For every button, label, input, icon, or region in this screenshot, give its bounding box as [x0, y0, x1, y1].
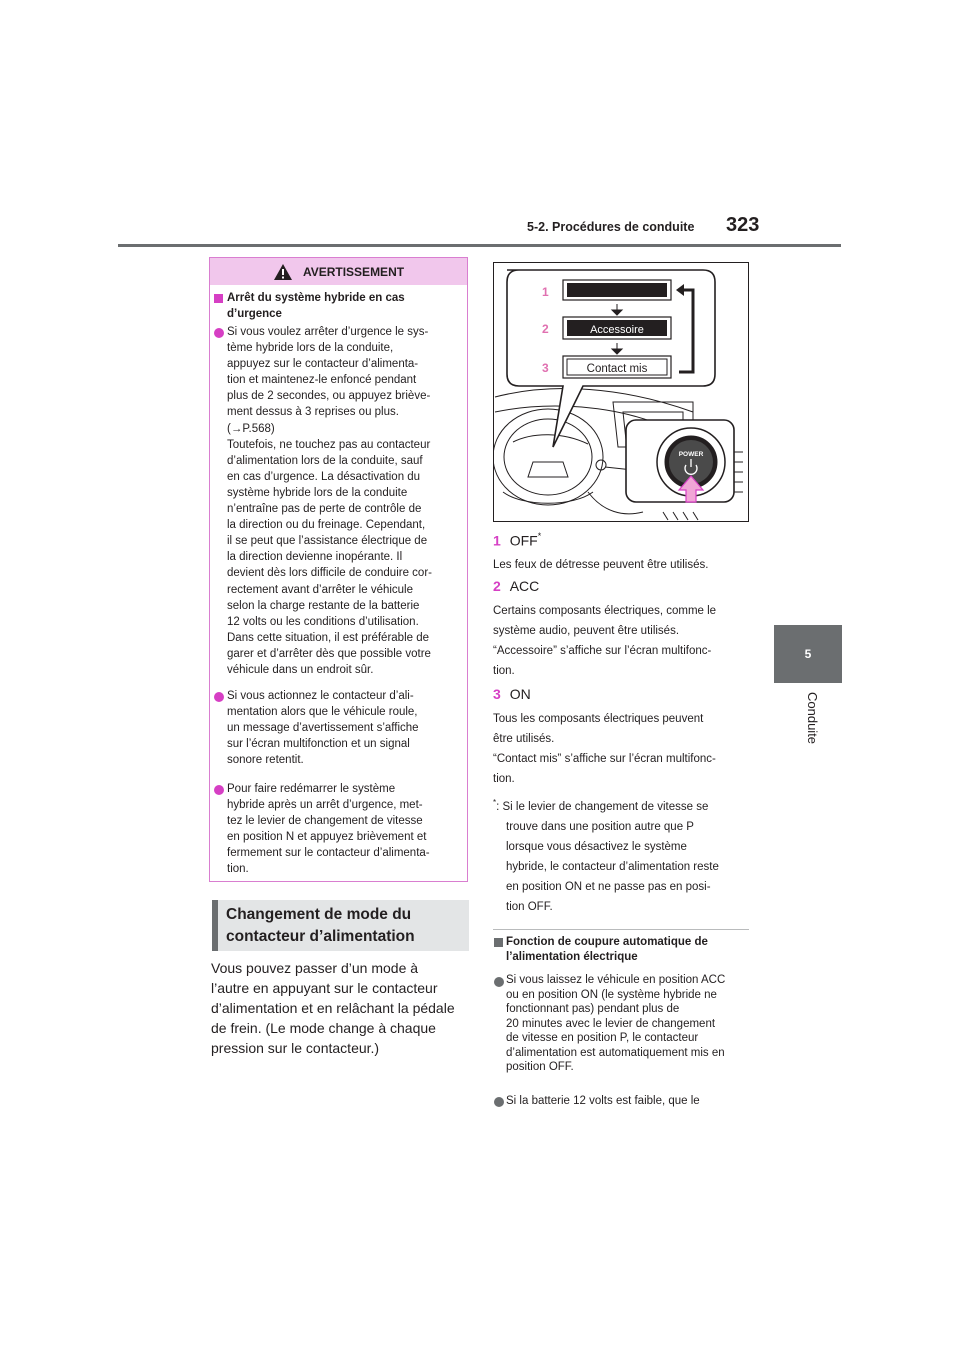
warning-box: [209, 257, 468, 882]
chapter-label: Conduite: [805, 692, 820, 745]
mode-number: 2: [493, 578, 501, 594]
page-number: 323: [726, 214, 760, 236]
warning-title: AVERTISSEMENT: [302, 264, 405, 279]
auto-off-paragraph-1: Si vous laissez le véhicule en position ACC ou en position ON (le système hybride ne fonctionnant pas) pendant plus de 20 minutes avec le levier de changement de vitesse en position P, le contacteur d’alimentation est automatiquement mis en position OFF.: [506, 974, 726, 1073]
figure-label-2: 2: [542, 322, 549, 336]
mode-description: Tous les composants électriques peuvent être utilisés. “Contact mis” s’affiche sur l’écran multifonc- tion.: [493, 713, 716, 785]
figure-label-3: 3: [542, 361, 549, 375]
chapter-tab[interactable]: [774, 625, 842, 683]
round-bullet-icon: [494, 1097, 504, 1107]
round-bullet-icon: [214, 328, 224, 338]
section-divider: [493, 929, 749, 930]
warning-paragraph-2: Si vous actionnez le contacteur d’ali- mentation alors que le véhicule roule, un message d’avertissement s’affiche sur l’écran multifonction et un signal sonore retentit.: [227, 690, 419, 767]
section-heading-text: Changement de mode du contacteur d’alimentation: [226, 906, 415, 945]
chapter-number: 5: [804, 647, 812, 661]
warning-header: [210, 258, 467, 285]
mode-label: ACC: [509, 578, 540, 594]
display-acc-text: Accessoire: [590, 324, 644, 336]
figure-label-1: 1: [542, 285, 549, 299]
mode-label: OFF: [509, 532, 538, 549]
mode-label: ON: [509, 686, 531, 702]
mode-number: 3: [493, 686, 501, 702]
display-on-text: Contact mis: [586, 363, 648, 375]
mode-1: 1 OFF* Les feux de détresse peuvent être utilisés.: [493, 531, 753, 575]
section-header: 5-2. Procédures de conduite: [527, 220, 695, 234]
warning-paragraph-1: Si vous voulez arrêter d’urgence le sys- tème hybride lors de la conduite, appuyez sur le contacteur d’alimenta- tion et maintenez-le enfoncé pendant plus de 2 secondes, ou appuyez briève- ment dessus à 3 reprises ou plus. (→P.568) Toutefois, ne touchez pas au contacteur d’alimentation lors de la conduite, sauf en cas d’urgence. La désactivation du système hybride lors de la conduite n’entraîne pas de perte de contrôle de la direction ou du freinage. Cependant, il se peut que l’assistance électrique de la direction devienne inopérante. Il devient dès lors difficile de conduire cor- rectement avant d’arrêter le véhicule selon la charge restante de la batterie 12 volts ou les conditions d’utilisation. Dans cette situation, il est préférable de garer et d’arrêter dès que possible votre véhicule dans un endroit sûr.: [227, 326, 432, 676]
section-heading-bar: [212, 900, 218, 951]
auto-off-paragraph-2: Si la batterie 12 volts est faible, que le: [506, 1095, 700, 1107]
section-heading: [212, 900, 469, 951]
warning-triangle-icon: [273, 263, 293, 281]
mode-number: 1: [493, 532, 501, 549]
mode-2: [493, 578, 753, 681]
mode-description: Les feux de détresse peuvent être utilisés.: [493, 559, 709, 571]
round-bullet-icon: [214, 692, 224, 702]
round-bullet-icon: [494, 977, 504, 987]
power-switch-illustration: [493, 262, 749, 522]
mode-description: Certains composants électriques, comme le système audio, peuvent être utilisés. “Accessoire” s’affiche sur l’écran multifonc- tion.: [493, 605, 717, 677]
warning-subtitle: Arrêt du système hybride en cas d’urgence: [227, 292, 405, 320]
warning-paragraph-3: Pour faire redémarrer le système hybride après un arrêt d’urgence, met- tez le levier de changement de vitesse en position N et appuyez brièvement et fermement sur le contacteur d’alimenta- tion.: [227, 783, 430, 876]
header-divider: [118, 244, 841, 247]
footnote: *: Si le levier de changement de vitesse se trouve dans une position autre que P lorsque vous désactivez le système hybride, le contacteur d’alimentation reste en position ON et ne passe pas en posi- tion OFF.: [493, 798, 719, 913]
auto-off-title: Fonction de coupure automatique de l’alimentation électrique: [506, 936, 708, 963]
power-button-text: POWER: [678, 451, 704, 458]
square-bullet-icon: [214, 294, 223, 303]
section-intro: Vous pouvez passer d’un mode à l’autre en appuyant sur le contacteur d’alimentation et en relâchant la pédale de frein. (Le mode change à chaque pression sur le contacteur.): [211, 960, 455, 1056]
square-bullet-icon: [494, 938, 503, 947]
mode-3: [493, 686, 753, 789]
round-bullet-icon: [214, 785, 224, 795]
